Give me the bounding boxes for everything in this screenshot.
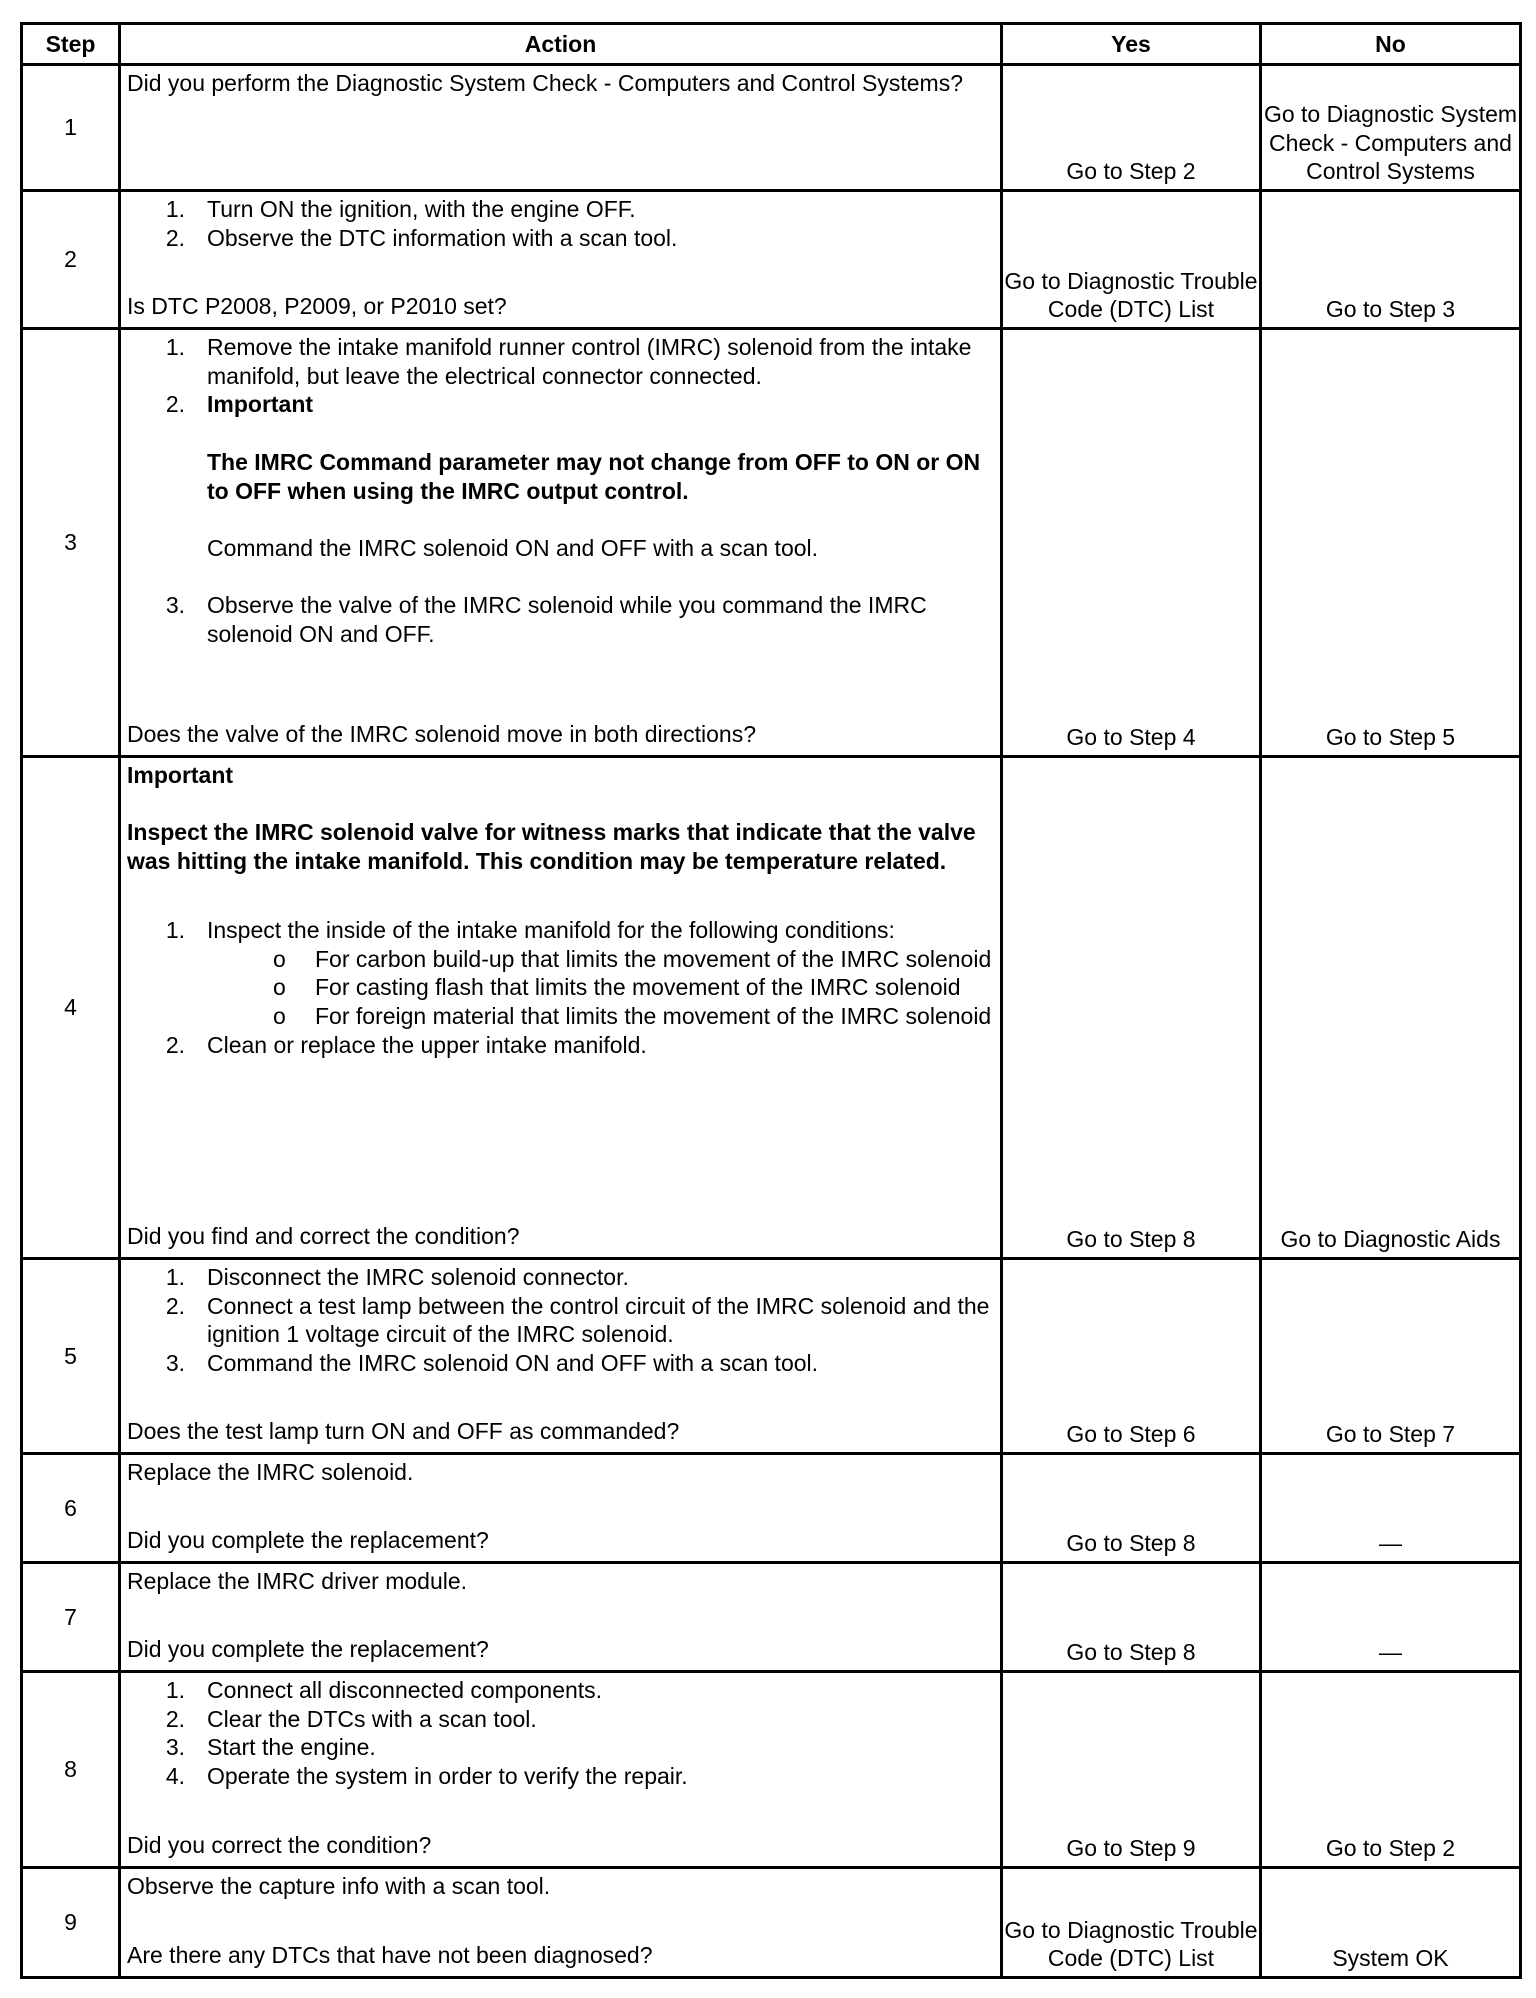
list-item: 1. Connect all disconnected components. [165,1677,603,1703]
step-number: 2 [22,191,120,329]
question-text: Does the test lamp turn ON and OFF as commanded? [127,1418,680,1445]
step-number: 7 [22,1563,120,1672]
list-item: 1. Inspect the inside of the intake manifold for the following conditions: [165,916,895,943]
no-cell: Go to Step 3 [1261,191,1521,329]
header-row [22,24,1521,65]
step-number: 5 [22,1259,120,1454]
table-row [22,757,1521,1259]
action-text: Replace the IMRC solenoid. [127,1459,414,1485]
important-note: Inspect the IMRC solenoid valve for witness marks that indicate that the valve was hitting the intake manifold. This condition may be temperature related. [127,819,976,875]
question-text: Is DTC P2008, P2009, or P2010 set? [127,293,507,320]
table-row [22,1454,1521,1563]
no-cell: System OK [1261,1868,1521,1978]
header-action: Action [120,24,1002,65]
header-yes: Yes [1002,24,1261,65]
no-cell: Go to Diagnostic Aids [1261,757,1521,1259]
list-item: 3. Start the engine. [165,1734,376,1761]
action-text: Replace the IMRC driver module. [127,1568,468,1594]
step-number: 4 [22,757,120,1259]
table-row [22,329,1521,757]
action-cell [120,191,1002,329]
table-row [22,65,1521,191]
action-cell [120,65,1002,191]
list-item: 2. Connect a test lamp between the control circuit of the IMRC solenoid and the ignition 1 voltage circuit of the IMRC solenoid. [165,1292,990,1348]
step-number: 6 [22,1454,120,1563]
step-instruction: Command the IMRC solenoid ON and OFF with a scan tool. [207,534,819,561]
question-text: Did you find and correct the condition? [127,1223,520,1250]
no-cell: Go to Step 5 [1261,329,1521,757]
yes-cell: Go to Step 8 [1002,1563,1261,1672]
step-number: 8 [22,1672,120,1868]
yes-cell: Go to Diagnostic Trouble Code (DTC) List [1002,1868,1261,1978]
diagnostic-table [20,22,1522,1979]
sub-list-item: o For casting flash that limits the movement of the IMRC solenoid [273,974,961,1001]
header-step: Step [22,24,120,65]
step-number: 3 [22,329,120,757]
list-item: 2. Clear the DTCs with a scan tool. [165,1705,537,1732]
action-text: Did you perform the Diagnostic System Check - Computers and Control Systems? [127,70,963,96]
table-row [22,1868,1521,1978]
action-cell [120,1454,1002,1563]
sub-list-item: o For carbon build-up that limits the movement of the IMRC solenoid [273,945,992,972]
no-cell: — [1261,1454,1521,1563]
table-row [22,191,1521,329]
question-text: Did you complete the replacement? [127,1527,489,1554]
table-row [22,1259,1521,1454]
action-text: Observe the capture info with a scan tool. [127,1873,551,1899]
yes-cell: Go to Step 4 [1002,329,1261,757]
action-cell [120,757,1002,1259]
question-text: Did you complete the replacement? [127,1636,489,1663]
action-cell [120,1868,1002,1978]
action-cell [120,1259,1002,1454]
yes-cell: Go to Step 8 [1002,1454,1261,1563]
sub-list-item: o For foreign material that limits the movement of the IMRC solenoid [273,1002,992,1029]
no-cell: — [1261,1563,1521,1672]
important-note: The IMRC Command parameter may not change from OFF to ON or ON to OFF when using the IMRC output control. [207,448,981,504]
list-item: 1. Remove the intake manifold runner control (IMRC) solenoid from the intake manifold, but leave the electrical connector connected. [165,334,972,389]
question-text: Does the valve of the IMRC solenoid move in both directions? [127,721,756,748]
list-item: 2. Clean or replace the upper intake manifold. [165,1031,647,1058]
step-number: 9 [22,1868,120,1978]
important-title: Important [207,391,314,418]
list-item: 1. Disconnect the IMRC solenoid connector. [165,1264,629,1290]
list-item: 3. Command the IMRC solenoid ON and OFF with a scan tool. [165,1350,819,1377]
action-cell [120,1563,1002,1672]
table-row [22,1672,1521,1868]
header-no: No [1261,24,1521,65]
no-cell: Go to Step 7 [1261,1259,1521,1454]
list-item: 4. Operate the system in order to verify the repair. [165,1763,688,1790]
important-title: Important [127,762,234,788]
list-item: 3. Observe the valve of the IMRC solenoid while you command the IMRC solenoid ON and OFF. [165,592,927,647]
action-cell [120,329,1002,757]
yes-cell: Go to Step 2 [1002,65,1261,191]
yes-cell: Go to Step 9 [1002,1672,1261,1868]
no-cell: Go to Diagnostic System Check - Computers and Control Systems [1261,65,1521,191]
no-cell: Go to Step 2 [1261,1672,1521,1868]
list-item: 1. Turn ON the ignition, with the engine OFF. [165,196,636,222]
list-item: 2. Important The IMRC Command parameter may not change from OFF to ON or ON to OFF when using the IMRC output control. Command the IMRC solenoid ON and OFF with a scan tool. [127,390,994,562]
list-item: 2. Observe the DTC information with a scan tool. [165,224,678,251]
table-row [22,1563,1521,1672]
action-cell [120,1672,1002,1868]
yes-cell: Go to Step 6 [1002,1259,1261,1454]
question-text: Are there any DTCs that have not been diagnosed? [127,1942,653,1969]
step-number: 1 [22,65,120,191]
yes-cell: Go to Diagnostic Trouble Code (DTC) List [1002,191,1261,329]
yes-cell: Go to Step 8 [1002,757,1261,1259]
question-text: Did you correct the condition? [127,1832,432,1859]
